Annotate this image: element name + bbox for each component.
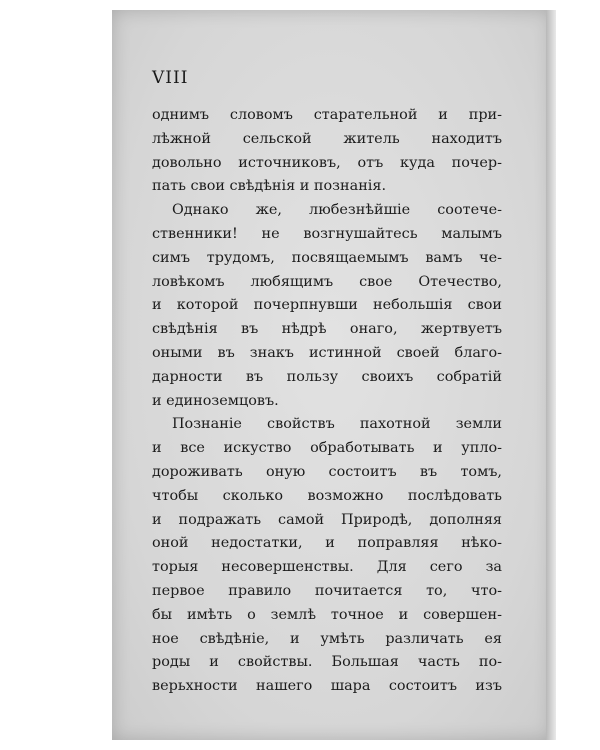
body-text bbox=[152, 104, 502, 699]
text-line: и которой почерпнувши небольшія свои bbox=[152, 297, 502, 314]
text-line: и единоземцовъ. bbox=[152, 392, 279, 409]
page-edge bbox=[546, 10, 556, 740]
text-line: ное свѣдѣніе, и умѣть различать ея bbox=[152, 630, 502, 647]
text-line: верьхности нашего шара состоитъ изъ bbox=[152, 678, 502, 695]
text-line: торыя несовершенствы. Для сего за bbox=[152, 559, 502, 576]
text-line: и все искуство обработывать и упло- bbox=[152, 440, 502, 457]
text-line: ственники! не возгнушайтесь малымъ bbox=[152, 225, 502, 242]
text-line: первое правило почитается то, что- bbox=[152, 582, 502, 599]
text-line: довольно источниковъ, отъ куда почер- bbox=[152, 154, 502, 171]
text-line: однимъ словомъ старательной и при- bbox=[152, 107, 502, 123]
text-line: ловѣкомъ любящимъ свое Отечество, bbox=[152, 273, 502, 290]
text-line: оными въ знакъ истинной своей благо- bbox=[152, 344, 502, 361]
text-line: бы имѣть о землѣ точное и совершен- bbox=[152, 606, 502, 623]
text-line: оной недостатки, и поправляя нѣко- bbox=[152, 535, 502, 552]
text-line: пать свои свѣдѣнія и познанія. bbox=[152, 178, 387, 195]
text-line: чтобы сколько возможно послѣдовать bbox=[152, 487, 502, 504]
text-line: симъ трудомъ, посвящаемымъ вамъ че- bbox=[152, 249, 502, 266]
paragraph-start-line: Познаніе свойствъ пахотной земли bbox=[172, 416, 502, 433]
text-line: и подражать самой Природѣ, дополняя bbox=[152, 511, 502, 528]
paragraph-start-line: Однако же, любезнѣйшіе соотече- bbox=[172, 202, 502, 219]
text-line: дороживать оную состоитъ въ томъ, bbox=[152, 463, 502, 480]
text-line: роды и свойствы. Большая часть по- bbox=[152, 654, 502, 671]
text-line: свѣдѣнія въ нѣдрѣ онаго, жертвуетъ bbox=[152, 321, 502, 338]
page-number: VIII bbox=[152, 68, 189, 88]
text-line: лѣжной сельской житель находитъ bbox=[152, 130, 502, 147]
text-line: дарности въ пользу своихъ собратій bbox=[152, 368, 502, 385]
